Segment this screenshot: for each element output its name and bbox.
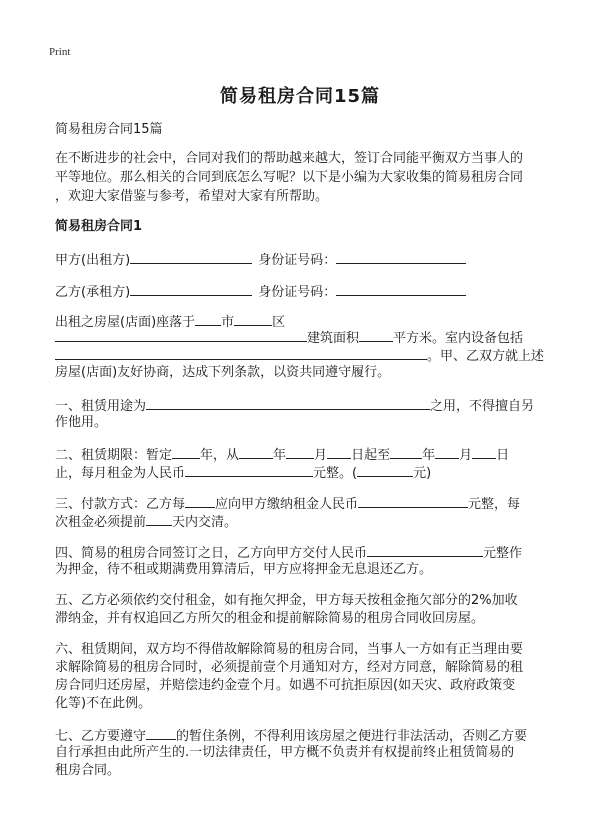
clause-3-part-3: 元整，每 [468,497,521,512]
clause-2-part-6: 年 [422,448,436,463]
pay-amount-blank [358,493,468,508]
clause-2-line-2 [55,462,552,484]
start-day-blank [327,444,351,459]
city-label: 市 [221,315,235,330]
clause-2-part-2: 年，从 [200,448,240,463]
end-day-blank [472,444,496,459]
clause-2-rent-close: 元) [413,466,432,481]
clause-6-line-4: 化等)不在此例。 [55,696,152,711]
clause-3-line-2 [55,511,552,533]
district-label: 区 [272,315,286,330]
clause-3-advance-suffix: 天内交清。 [172,515,238,530]
party-b-line [55,281,552,303]
clause-6-line-2: 求解除简易的租房合同时，必须提前壹个月通知对方，经对方同意，解除简易的租 [55,660,524,675]
party-b-id-blank [336,281,466,296]
clause-1-line-2: 作他用。 [55,415,108,430]
clause-2-part-3: 年 [273,448,287,463]
pay-period-blank [185,493,215,508]
end-year-blank [390,444,422,459]
area-unit: 平方米。室内设备包括 [393,331,524,346]
clause-2-part-8: 日 [496,448,510,463]
party-b-id-label: 身份证号码： [258,285,337,300]
party-b-name-blank [130,281,252,296]
section-heading: 简易租房合同1 [55,219,143,234]
clause-5-line-1: 五、乙方必须依约交付租金，如有拖欠押金，甲方每天按租金拖欠部分的2%加收 [55,593,518,608]
party-a-id-blank [336,249,466,264]
party-a-line [55,249,552,271]
rent-figure-blank [357,462,413,477]
intro-line-3: ，欢迎大家借鉴与参考，希望对大家有所帮助。 [55,189,329,204]
regulation-blank [146,725,176,740]
clause-1-prefix: 一、租赁用途为 [55,399,147,414]
clause-7-part-2: 的暂住条例，不得利用该房屋之便进行非法活动，否则乙方要 [176,729,528,744]
clause-6-line-3: 房合同归还房屋，并赔偿违约金壹个月。如遇不可抗拒原因(如天灾、政府政策变 [55,678,516,693]
clause-1-suffix: 之用，不得擅自另 [430,399,535,414]
start-month-blank [286,444,314,459]
clause-3-part-1: 三、付款方式：乙方每 [55,497,186,512]
clause-2-part-1: 二、租赁期限：暂定 [55,448,173,463]
term-years-blank [172,444,200,459]
equipment-blank [55,345,427,360]
location-prefix: 出租之房屋(店面)座落于 [55,315,196,330]
clause-7-line-3: 租房合同。 [55,763,121,778]
clause-4-part-2: 元整作 [483,546,523,561]
clause-7-part-1: 七、乙方要遵守 [55,729,147,744]
usage-blank [146,395,430,410]
print-link[interactable]: Print [49,46,71,58]
clause-3-part-2: 应向甲方缴纳租金人民币 [215,497,359,512]
party-a-label: 甲方(出租方) [55,253,131,268]
clause-2-part-7: 月 [459,448,473,463]
deposit-blank [367,542,483,557]
city-blank [195,311,221,326]
clause-6-line-1: 六、租赁期间，双方均不得借故解除简易的租房合同，当事人一方如有正当理由要 [55,642,524,657]
clause-2-rent-suffix: 元整。( [313,466,358,481]
clause-2-part-5: 日起至 [351,448,391,463]
document-title: 简易租房合同15篇 [219,86,381,107]
district-blank [234,311,272,326]
agreement-line: 房屋(店面)友好协商，达成下列条款，以资共同遵守履行。 [55,365,391,380]
advance-days-blank [146,511,172,526]
clause-5-line-2: 滞纳金，并有权追回乙方所欠的租金和提前解除简易的租房合同收回房屋。 [55,611,485,626]
clause-3-advance-label: 次租金必须提前 [55,515,147,530]
address-blank [55,327,307,342]
party-a-name-blank [130,249,252,264]
area-blank [359,327,393,342]
area-label: 建筑面积 [307,331,360,346]
clause-2-rent-label: 止，每月租金为人民币 [55,466,186,481]
equipment-line-end: 。甲、乙双方就上述 [427,349,545,364]
end-month-blank [435,444,459,459]
intro-line-1: 在不断进步的社会中，合同对我们的帮助越来越大，签订合同能平衡双方当事人的 [55,151,524,166]
party-a-id-label: 身份证号码： [258,253,337,268]
intro-line-2: 平等地位。那么相关的合同到底怎么写呢？以下是小编为大家收集的简易租房合同 [55,170,524,185]
clause-4-line-2: 为押金，待不租或期满费用算清后，甲方应将押金无息退还乙方。 [55,562,433,577]
start-year-blank [239,444,273,459]
party-b-label: 乙方(承租方) [55,285,131,300]
clause-4-part-1: 四、简易的租房合同签订之日，乙方向甲方交付人民币 [55,546,368,561]
clause-7-line-2: 自行承担由此所产生的.一切法律责任，甲方概不负责并有权提前终止租赁简易的 [55,745,515,760]
rent-amount-blank [185,462,313,477]
clause-2-part-4: 月 [314,448,328,463]
document-subtitle: 简易租房合同15篇 [55,122,163,137]
